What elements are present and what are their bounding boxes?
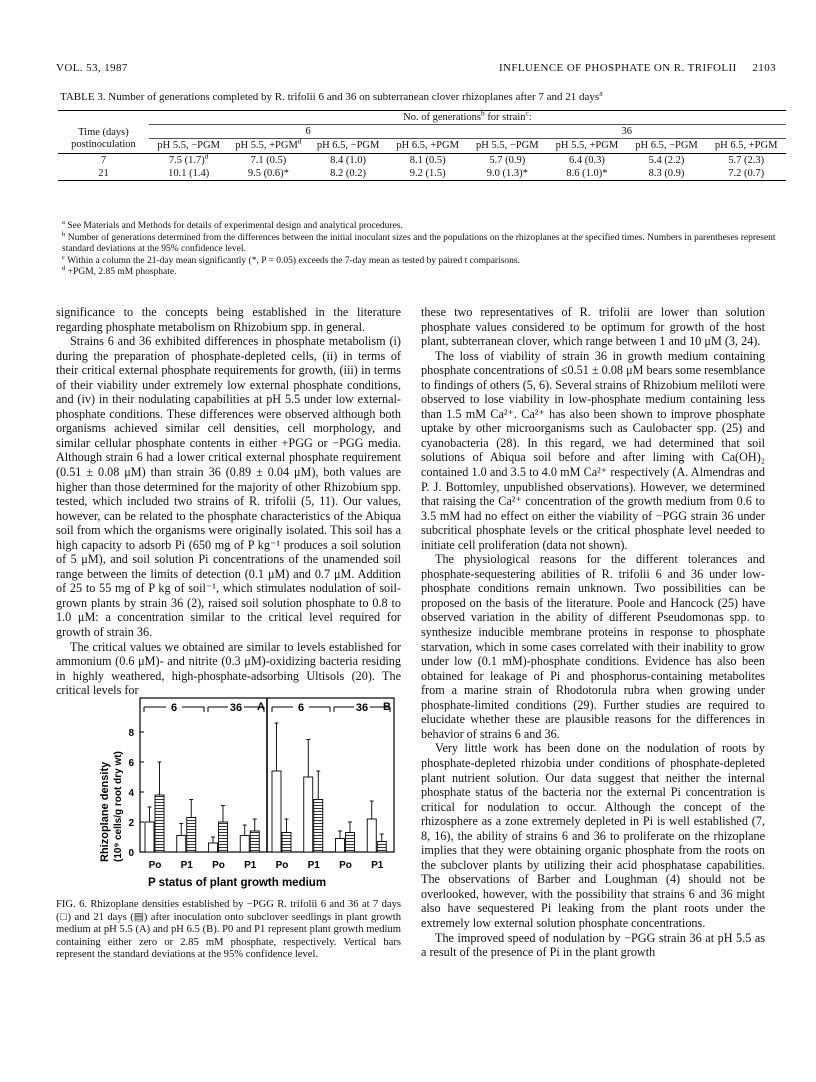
bar <box>155 795 164 852</box>
strain-6-head: 6 <box>149 125 468 139</box>
x-axis-label: P status of plant growth medium <box>148 877 327 889</box>
x-tick-label: Po <box>212 860 225 871</box>
y-tick-label: 4 <box>128 788 134 799</box>
running-title: INFLUENCE OF PHOSPHATE ON R. TRIFOLII <box>498 62 737 74</box>
figure-6-chart <box>60 690 400 890</box>
table-row: 7 7.5 $(1.7)^d$ 7.1 (0.5) 8.4 (1.0) 8.1 (0.5) 5.7 (0.9) 6.4 (0.3) 5.4 (2.2) 5.7 (2.3) <box>100 151 765 166</box>
y-tick-label: 0 <box>128 848 134 859</box>
bars <box>145 723 386 852</box>
footnote: $^a$ See Materials and Methods for details of experimental design and analytical procedures. <box>62 218 403 231</box>
left-column <box>56 305 401 698</box>
table-row: 21 10.1 (1.4) 9.5 (0.6)* 8.2 (0.2) 9.2 (1.5) 9.0 (1.3)* 8.6 (1.0)* 8.3 (0.9) 7.2 (0.7) <box>58 167 786 181</box>
col-head: pH 6.5, −PGM <box>635 140 698 151</box>
panel-b-label: B <box>383 701 391 713</box>
page-number: 2103 <box>752 62 776 74</box>
y-axis-label-units: (10⁹ cells/g root dry wt) <box>113 751 124 862</box>
panel-a-label: A <box>257 701 265 713</box>
bar <box>377 842 386 853</box>
bar <box>187 818 196 853</box>
footnote: $^c$ Within a column the 21-day mean significantly (*, P = 0.05) exceeds the 7-day mean as tested by paired t comparisons. <box>62 253 521 266</box>
y-tick-label: 6 <box>128 758 134 769</box>
x-tick-label: Po <box>339 860 352 871</box>
strain-label: 6 <box>297 702 305 714</box>
bar <box>282 833 291 853</box>
x-tick-label: P1 <box>371 860 384 871</box>
bar <box>367 819 376 852</box>
bar <box>209 843 218 852</box>
right-column <box>421 305 765 960</box>
bar <box>346 833 355 853</box>
col-head: pH 5.5, $+PGM^d$ <box>235 136 302 151</box>
volume-label: VOL. 53, 1987 <box>56 62 128 74</box>
col-head: pH 5.5, −PGM <box>476 140 539 151</box>
x-tick-label: P1 <box>244 860 257 871</box>
col-head: pH 6.5, +PGM <box>714 140 778 151</box>
col-head: pH 6.5, +PGM <box>396 140 459 151</box>
figure-caption: FIG. 6. Rhizoplane densities established by −PGG R. trifolii 6 and 36 at 7 days (□) and 21 days (▤) after inoculation onto subclover seedlings in plant growth medium at pH 5.5 (A) and pH 6.5 (B). P0 and P1 represent plant growth medium containing either zero or 2.85 mM phosphate, respectively. Vertical bars represent the standard deviations at the 95% confidence level. <box>56 899 401 961</box>
bar <box>314 800 323 853</box>
x-tick-label: Po <box>275 860 289 871</box>
paragraph: The improved speed of nodulation by −PGG strain 36 at pH 5.5 as a result of the presence of Pi in the plant growth <box>421 930 765 960</box>
running-header <box>56 62 776 78</box>
paragraph: significance to the concepts being established in the literature regarding phosphate metabolism on Rhizobium spp. in general. <box>56 305 401 334</box>
col-head: pH 5.5, +PGM <box>555 140 619 151</box>
footnote: $^d$ +PGM, 2.85 mM phosphate. <box>62 264 177 277</box>
bar <box>304 777 313 852</box>
table-3 <box>58 110 786 181</box>
y-axis-label: Rhizoplane density <box>99 761 111 862</box>
table-footnotes <box>62 218 784 279</box>
col-head: pH 6.5, −PGM <box>316 140 380 151</box>
bar <box>272 771 281 852</box>
x-tick-label: P1 <box>180 860 193 871</box>
x-axis <box>149 860 384 871</box>
strain-label: 36 <box>355 702 369 714</box>
bar <box>240 836 249 853</box>
paragraph: these two representatives of R. trifolii are lower than solution phosphate values considered to be optimum for growth of the host plant, subterranean clover, which range between 1 and 10 μM (3, 24). <box>421 305 765 349</box>
y-axis <box>128 728 144 859</box>
footnote: $^b$ Number of generations determined from the differences between the initial inoculant sizes and the populations on the rhizoplanes at the specified times. Numbers in parentheses represent standard deviations at the 95% confidence level. <box>62 230 776 254</box>
stub-head: Time (days) postinoculation <box>71 126 136 150</box>
bar <box>145 822 154 852</box>
bar <box>250 831 259 852</box>
paragraph: Very little work has been done on the nodulation of roots by phosphate-depleted rhizobia under conditions of phosphate-depleted plant nutrient solution. Our data suggest that neither the internal phosphate status of the bacteria nor the external Pi concentration is critical for nodulation to occur. Although the concept of the rhizosphere as a zone extremely depleted in Pi is well established (7, 8, 16), the ability of strains 6 and 36 to proliferate on the rhizoplane implies that they were obtaining organic phosphate from the roots on the subclover plants by utilizing their acid phosphatase capabilities. The observations of Barber and Loughman (4) should not be overlooked, however, with the possibility that strains 6 and 36 might also have sequestered Pi leaking from the plant roots under the extremely low external solution phosphate concentrations. <box>421 741 765 930</box>
bar <box>177 836 186 853</box>
x-tick-label: P1 <box>307 860 320 871</box>
paragraph: The physiological reasons for the different tolerances and phosphate-sequestering abilities of R. trifolii 6 and 36 under low-phosphate conditions remain unknown. Two possibilities can be proposed on the basis of the literature. Poole and Hancock (25) have observed variation in the ability of different Pseudomonas spp. to synthesize inducible membrane proteins in response to phosphate starvation, which in some cases correlated with their inability to grow under low (0.1 mM)-phosphate conditions. Evidence has also been obtained for leakage of Pi and phosphorus-containing metabolites from a marine strain of Rhodotorula rubra when growing under phosphate-limited conditions (29). Further studies are required to elucidate whether these are plausible reasons for the differences in behavior of strains 6 and 36. <box>421 552 765 741</box>
y-tick-label: 8 <box>128 728 134 739</box>
table-spanner: No. of generations$^b$ for strain$^c$: <box>149 111 786 125</box>
strain-label: 6 <box>170 702 178 714</box>
paragraph: The loss of viability of strain 36 in growth medium containing phosphate concentrations of ≤0.51 ± 0.08 μM bears some resemblance to findings of others (5, 6). Several strains of Rhizobium meliloti were observed to lose viability in low-phosphate medium containing less than 1.5 mM Ca²⁺. Ca²⁺ has also been shown to improve phosphate uptake by other microorganisms such as Caulobacter spp. (25) and cyanobacteria (28). In this regard, we had determined that soil solutions of Abiqua soil before and after liming with Ca(OH)₂ contained 1.0 and 3.5 to 4.0 mM Ca²⁺ respectively (A. Almendras and P. J. Bottomley, unpublished observations). However, we determined that raising the Ca²⁺ concentration of the growth medium from 0.6 to 3.5 mM had no effect on either the viability of −PGG strain 36 under subcritical phosphate levels or the critical phosphate level needed to initiate cell proliferation (data not shown). <box>421 348 765 552</box>
strain-label: 36 <box>229 702 243 714</box>
x-tick-label: Po <box>148 860 162 871</box>
header-right <box>499 62 776 74</box>
paragraph: Strains 6 and 36 exhibited differences in phosphate metabolism (i) during the preparation of phosphate-depleted cells, (ii) in terms of their critical external phosphate requirements for growth, (iii) in terms of their viability under extremely low external phosphate conditions, and (iv) in their nodulating capabilities at pH 5.5 under low external-phosphate conditions. These differences were observed although both organisms achieved similar cell densities, cell morphology, and similar cellular phosphate contents in either +PGG or −PGG media. Although strain 6 had a lower critical external phosphate requirement (0.51 ± 0.08 μM) than strain 36 (0.89 ± 0.04 μM), both values are higher than those determined for the majority of other Rhizobium spp. tested, which included two strains of R. trifolii (5, 11). Our values, however, can be related to the phosphate characteristics of the Abiqua soil from which the organisms were originally isolated. This soil has a high capacity to adsorb Pi (650 mg of P kg⁻¹ produces a soil solution of 5 μM), and soil solution Pi concentrations of the unamended soil range between the limits of detection (0.1 μM) and 0.7 μM. Addition of 25 to 55 mg of P kg of soil⁻¹, which stimulates nodulation of soil-grown plants by strain 36 (2), raised soil solution phosphate to 0.8 to 1.0 μM: a concentration similar to the critical level required for growth of strain 36. <box>56 334 401 640</box>
y-tick-label: 2 <box>128 818 134 829</box>
strain-36-head: 36 <box>467 125 786 139</box>
bar <box>219 822 228 852</box>
paragraph: The critical values we obtained are similar to levels established for ammonium (0.6 μM)- and nitrite (0.3 μM)-oxidizing bacteria residing in highly weathered, high-phosphate-adsorbing Ultisols (20). The critical levels for <box>56 639 401 698</box>
table-caption: TABLE 3. Number of generations completed by R. trifolii 6 and 36 on subterranean clover rhizoplanes after 7 and 21 days$^a$ <box>60 88 603 103</box>
bar <box>336 839 345 853</box>
col-head: pH 5.5, −PGM <box>157 140 220 151</box>
